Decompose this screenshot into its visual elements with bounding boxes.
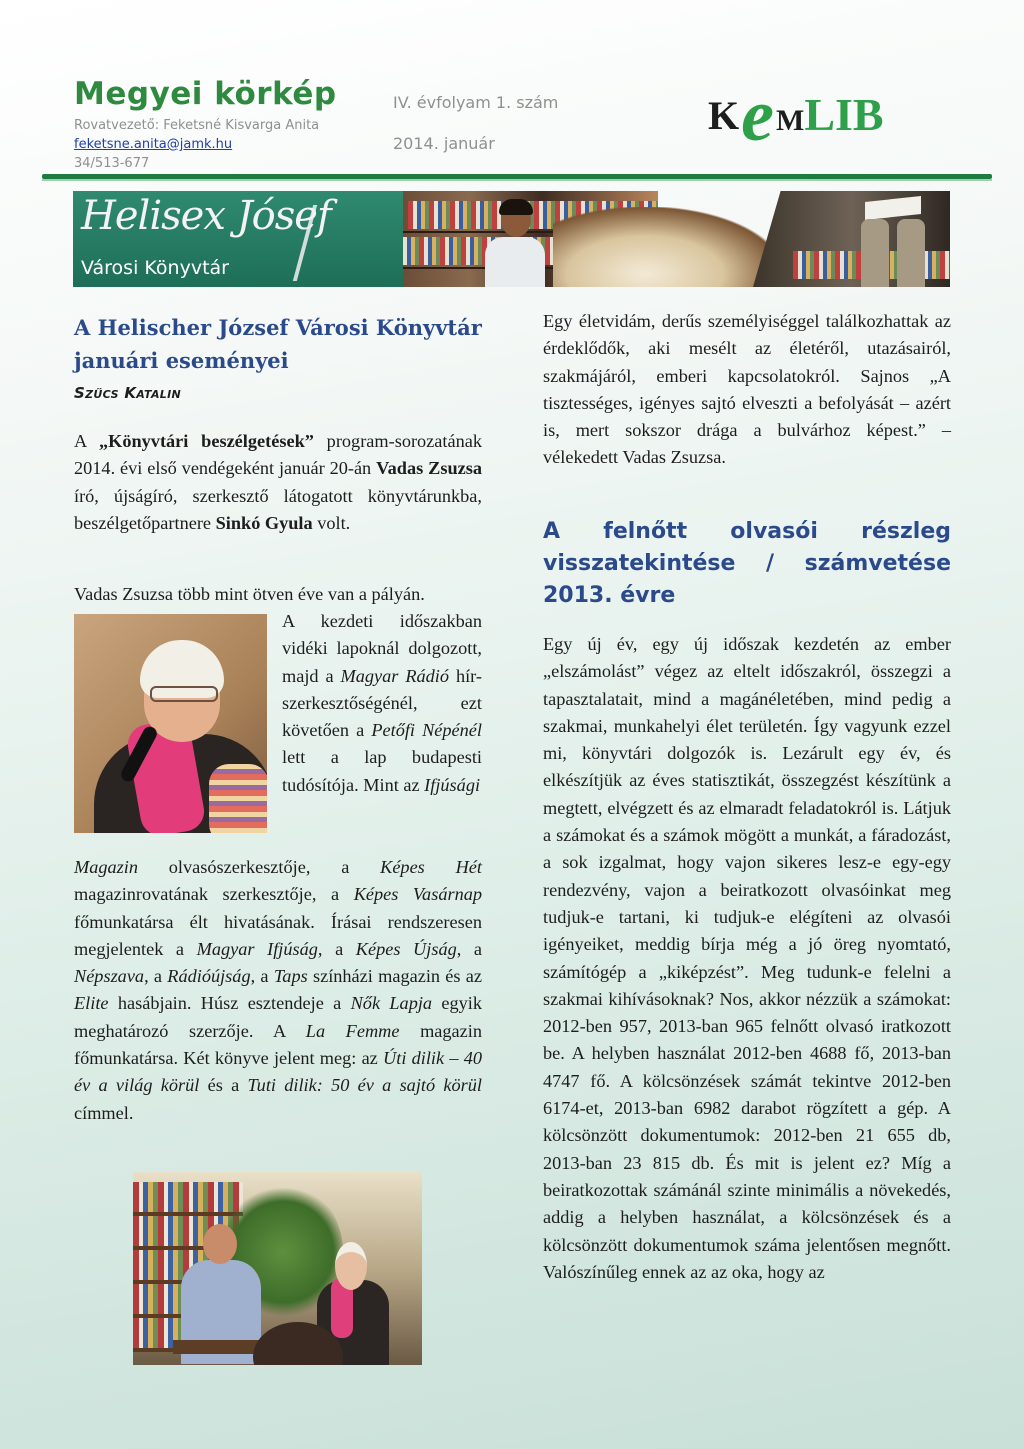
editor-email-link[interactable]: feketsne.anita@jamk.hu — [74, 137, 233, 152]
section-title: Megyei körkép — [74, 76, 337, 112]
photo-speaker-glasses — [150, 686, 218, 702]
reader-leg — [897, 219, 925, 287]
photo-event-conversation — [133, 1172, 422, 1365]
reader-leg — [861, 219, 889, 287]
article2-paragraph-1: Egy új év, egy új időszak kezdetén az ember „elszámolást” végez az eltelt időszakról, összegzi a tapasztalatait, mind a magánéletében, mind pedig a szakmai, munkahelyi élet területén. Így vagyunk ezzel mi, könyvtári dolgozók is. Lezárult egy év, és elkészítjük az éves statisztikát, összegzést készítünk a megtett, elvégzett és az elmaradt feladatokról is. Látjuk a számokat és a számok mögött a munkát, a fáradozást, a sok izgalmat, hogy vajon sikeres lesz-e egy-egy rendezvény, vajon a beiratkozott olvasóinkat meg tudjuk-e tartani, ki tudjuk-e elégíteni az olvasói igényeiket, meddig bírja még a jó öreg nyomtató, számítógép a „kiképzést”. Meg tudunk-e felelni a szakmai kihívásoknak? Nos, akkor nézzük a számokat: 2012-ben 957, 2013-ban 965 felnőtt olvasó iratkozott be. A helyben használat 2012-ben 4688 fő, 2013-ban 4747 fő. A kölcsönzések számát tekintve 2012-ben 6174-et, 2013-ban 6982 darabot rögzített a gép. A kölcsönzött dokumentumok: 2012-ben 21 655 db, 2013-ban 23 815 db. És mit is jelent ez? Míg a beiratkozottak számánál szinte minimális a növekedés, addig a helyben használat, a kölcsönzések és a kölcsönzött dokumentumok száma jelentősen megnőtt. Valószínűleg ennek az az oka, hogy az — [543, 634, 951, 1282]
logo-letter-e: e — [741, 75, 774, 158]
article1-paragraph-2-lead: Vadas Zsuzsa több mint ötven éve van a pályán. — [74, 584, 425, 604]
reader-book — [865, 196, 921, 220]
boy-body — [485, 237, 545, 287]
banner-subtitle: Városi Könyvtár — [81, 257, 229, 279]
logo-text-lib: LIB — [804, 89, 884, 140]
editor-phone: 34/513-677 — [74, 156, 150, 171]
section-editor: Rovatvezető: Feketsné Kisvarga Anita — [74, 118, 320, 133]
issue-volume: IV. évfolyam 1. szám — [393, 93, 559, 112]
header-divider — [42, 174, 992, 179]
article1-paragraph-2-wrap: A kezdeti időszakban vidéki lapoknál dolgozott, majd a Magyar Rádió hír-szerkesztőségénél, ezt követően a Petőfi Népénél lett a lap budapesti tudósítója. Mint az Ifjúsági — [282, 611, 482, 795]
logo-letter-m: M — [775, 104, 805, 137]
issue-date: 2014. január — [393, 134, 495, 153]
banner-signature-logo: Helisex Jósef — [81, 193, 331, 239]
article1-title: A Helischer József Városi Könyvtár januári eseményei — [74, 315, 482, 373]
boy-hair — [499, 199, 533, 215]
article1-author: Szűcs Katalin — [74, 384, 181, 402]
library-banner — [73, 191, 950, 287]
logo-letter-k: K — [708, 93, 740, 138]
photo-speaker-sleeve — [209, 764, 267, 833]
article2-title: A felnőtt olvasói részleg visszatekintése / számvetése 2013. évre — [543, 519, 951, 608]
photo-vadas-zsuzsa — [74, 614, 267, 833]
banner-photo-boy — [473, 199, 563, 287]
banner-title-panel — [73, 191, 403, 287]
article1-paragraph-1: A „Könyvtári beszélgetések” program-sorozatának 2014. évi első vendégeként január 20-án Vadas Zsuzsa író, újságíró, szerkesztő látogatott könyvtárunkba, beszélgetőpartnere Sinkó Gyula volt. — [74, 431, 482, 533]
kemlib-logo — [708, 75, 884, 158]
banner-photo-open-book — [553, 207, 783, 287]
article1-paragraph-3: Egy életvidám, derűs személyiséggel találkozhattak az érdeklődők, aki mesélt az életéről, utazásairól, szakmájáról, emberi kapcsolatokról. Sajnos „A tisztességes, igényes sajtó elveszti a befolyását – azért is, mert sokszor drága a bulvárhoz képest.” – vélekedett Vadas Zsuzsa. — [543, 311, 951, 468]
article1-paragraph-2-continued: Magazin olvasószerkesztője, a Képes Hét magazinrovatának szerkesztője, a Képes Vasárnap főmunkatársa élt hivatásának. Írásai rendszeresen megjelentek a Magyar Ifjúság, a Képes Újság, a Népszava, a Rádióújság, a Taps színházi magazin és az Elite hasábjain. Húsz esztendeje a Nők Lapja egyik meghatározó szerzője. A La Femme magazin főmunkatársa. Két könyve jelent meg: az Úti dilik – 40 év a világ körül és a Tuti dilik: 50 év a sajtó körül címmel. — [74, 857, 483, 1123]
reader-figure — [853, 191, 950, 287]
